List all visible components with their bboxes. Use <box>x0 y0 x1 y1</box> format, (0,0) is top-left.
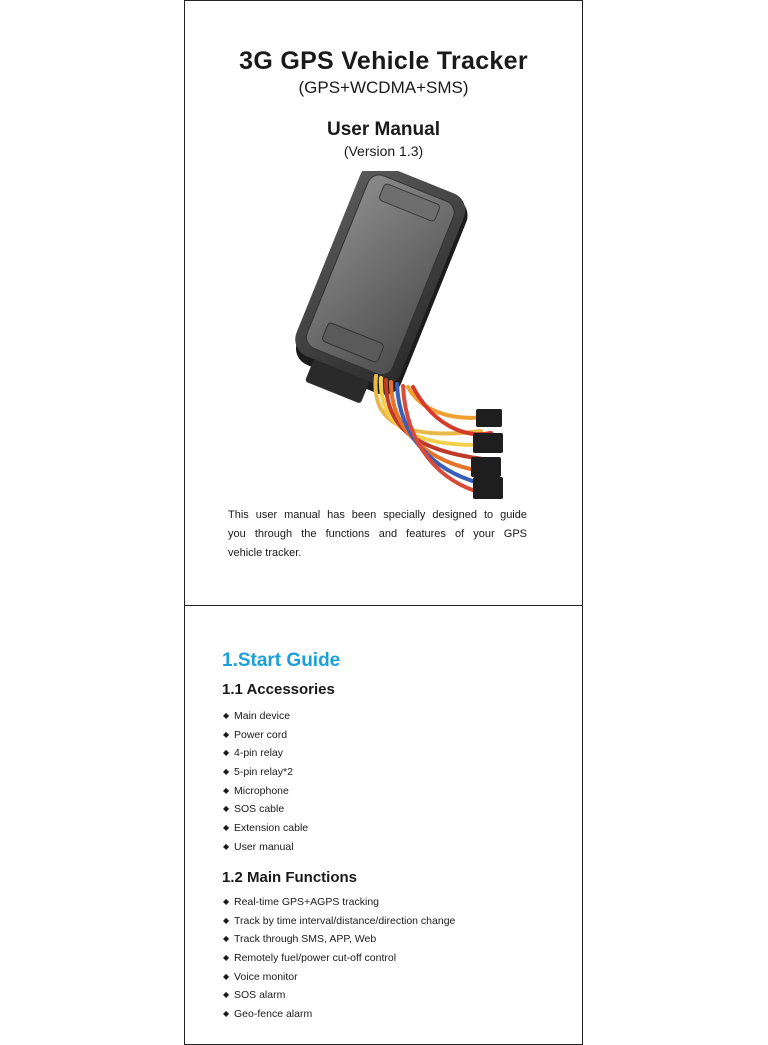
bullet-icon: ◆ <box>223 729 230 739</box>
intro-line: you through the functions and features of your GPS <box>228 528 527 540</box>
list-item: ◆ Microphone <box>223 782 308 801</box>
product-subtitle: (GPS+WCDMA+SMS) <box>298 78 469 97</box>
version-label: (Version 1.3) <box>343 143 424 159</box>
list-item: ◆ Geo-fence alarm <box>223 1005 455 1024</box>
section-title: 1.Start Guide <box>222 650 341 671</box>
bullet-icon: ◆ <box>223 915 230 925</box>
list-item: ◆ Track through SMS, APP, Web <box>223 930 455 949</box>
list-item: ◆ Main device <box>223 707 308 726</box>
bullet-icon: ◆ <box>223 1009 230 1019</box>
bullet-icon: ◆ <box>223 953 230 963</box>
list-item: ◆ Power cord <box>223 726 308 745</box>
list-item: ◆ SOS cable <box>223 800 308 819</box>
product-title: 3G GPS Vehicle Tracker <box>239 47 528 75</box>
main-functions-heading: 1.2 Main Functions <box>222 869 358 886</box>
bullet-icon: ◆ <box>223 767 230 777</box>
gps-tracker-device-image <box>261 171 521 511</box>
bullet-icon: ◆ <box>223 785 230 795</box>
bullet-icon: ◆ <box>223 934 230 944</box>
cover-page <box>184 0 583 606</box>
list-item: ◆ Real-time GPS+AGPS tracking <box>223 893 455 912</box>
intro-paragraph <box>228 506 527 563</box>
bullet-icon: ◆ <box>223 971 230 981</box>
list-item: ◆ 5-pin relay*2 <box>223 763 308 782</box>
bullet-icon: ◆ <box>223 990 230 1000</box>
bullet-icon: ◆ <box>223 748 230 758</box>
list-item: ◆ Voice monitor <box>223 968 455 987</box>
inner-page <box>184 605 583 1045</box>
intro-line: vehicle tracker. <box>228 547 302 559</box>
accessories-heading: 1.1 Accessories <box>222 681 335 698</box>
list-item: ◆ User manual <box>223 838 308 857</box>
list-item: ◆ SOS alarm <box>223 986 455 1005</box>
bullet-icon: ◆ <box>223 841 230 851</box>
intro-line: This user manual has been specially designed to guide <box>228 509 527 521</box>
manual-title: User Manual <box>327 119 440 140</box>
list-item: ◆ Remotely fuel/power cut-off control <box>223 949 455 968</box>
bullet-icon: ◆ <box>223 897 230 906</box>
list-item: ◆ Track by time interval/distance/direction change <box>223 912 455 931</box>
bullet-icon: ◆ <box>223 711 230 720</box>
accessories-list <box>223 707 308 857</box>
bullet-icon: ◆ <box>223 804 230 814</box>
bullet-icon: ◆ <box>223 823 230 833</box>
list-item: ◆ Extension cable <box>223 819 308 838</box>
functions-list <box>223 893 455 1024</box>
list-item: ◆ 4-pin relay <box>223 744 308 763</box>
